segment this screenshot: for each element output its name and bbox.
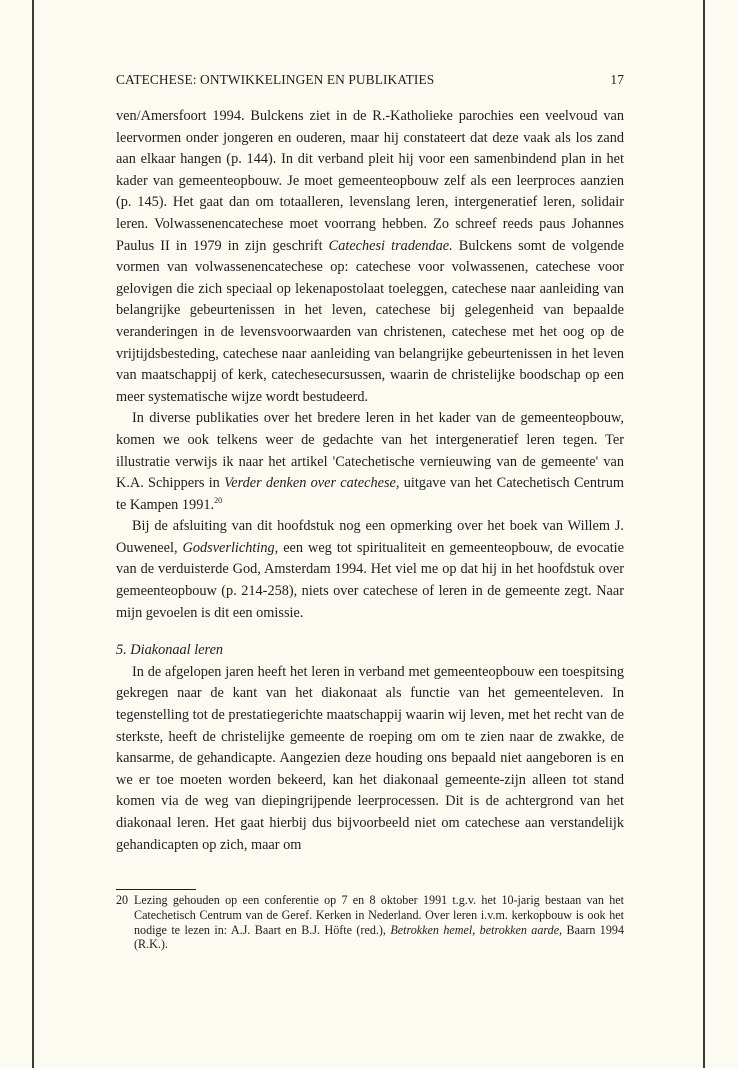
footnote-number: 20 (116, 893, 129, 907)
paragraph-4: In de afgelopen jaren heeft het leren in verband met gemeenteopbouw een toespitsing gekregen naar de kant van het diakonaat als functie van het gemeenteleven. In tegenstelling tot de prestatiegerichte maatschappij waarin wij leven, met het recht van de sterkste, heeft de christelijke gemeente de roeping om om te zien naar de zwakke, de kansarme, de gehandicapte. Aangezien deze houding ons bepaald niet aangeboren is en we er toe moeten worden bekeerd, kan het diakonaal gemeente-zijn alleen tot stand komen via de weg van diepingrijpende leerprocessen. Dit is de achtergrond van het diakonaal leren. Het gaat hierbij dus bijvoorbeeld niet om catechese aan verstandelijk gehandicapten op zich, maar om (116, 663, 624, 853)
paragraph-1: ven/Amersfoort 1994. Bulckens ziet in de R.-Katholieke parochies een veelvoud van leervormen onder jongeren en ouderen, maar hij constateert dat deze vaak als los zand aan elkaar hangen (p. 144). In dit verband pleit hij voor een samenbindend plan in het kader van gemeenteopbouw. Je moet gemeenteopbouw zelf als een leerproces aanzien (p. 145). Het gaat dan om totaalleren, levenslang leren, intergeneratief leren, solidair leren. Volwassenencatechese moet voorrang hebben. Zo schreef reeds paus Johannes Paulus II in 1979 in zijn geschrift Catechesi tradendae. Bulckens somt de volgende vormen van volwassenencatechese op: catechese voor volwassenen, catechese voor gelovigen die zich speciaal op lekenapostolaat toeleggen, catechese naar aanleiding van belangrijke gebeurtenissen in het leven, catechese bij gelegenheid van bepaalde veranderingen in de levensvoorwaarden van christenen, catechese met het oog op de vrijtijdsbesteding, catechese naar aanleiding van belangrijke gebeurtenissen in het leven van maatschappij of kerk, catechesecursussen, waarin de christelijke boodschap op een meer systematische wijze wordt bestudeerd. (116, 108, 625, 405)
footnote-divider (116, 889, 196, 890)
paragraph-2: In diverse publikaties over het bredere leren in het kader van de gemeenteopbouw, komen we ook telkens weer de gedachte van het intergeneratief leren tegen. Ter illustratie verwijs ik naar het artikel 'Catechetische vernieuwing van de gemeente' van K.A. Schippers in Verder denken over catechese, uitgave van het Catechetisch Centrum te Kampen 1991.20 (116, 410, 624, 513)
running-title: CATECHESE: ONTWIKKELINGEN EN PUBLIKATIES (116, 72, 435, 87)
book-title-godsverlichting: Godsverlichting, (182, 539, 279, 556)
footnote-book-title: Betrokken hemel, betrokken aarde, (390, 922, 563, 937)
footnote (116, 893, 624, 952)
running-header (116, 72, 624, 88)
footnote-text: Lezing gehouden op een conferentie op 7 en 8 oktober 1991 t.g.v. het 10-jarig bestaan van het Catechetisch Centrum van de Geref. Kerken in Nederland. Over leren i.v.m. kerkopbouw is ook het nodige te lezen in: A.J. Baart en B.J. Höfte (red.), Betrokken hemel, betrokken aarde, Baarn 1994 (R.K.). (134, 893, 624, 952)
page-edge-right (703, 0, 705, 1068)
book-title-verder-denken: Verder denken over catechese, (224, 475, 400, 492)
book-title-catechesi-tradendae: Catechesi tradendae. (328, 237, 453, 254)
paragraph-3: Bij de afsluiting van dit hoofdstuk nog een opmerking over het boek van Willem J. Ouweneel, Godsverlichting, een weg tot spiritualiteit en gemeenteopbouw, de evocatie van de verduisterde God, Amsterdam 1994. Het viel me op dat hij in het hoofdstuk over gemeenteopbouw (p. 214-258), niets over catechese of leren in de gemeente zegt. Naar mijn gevoelen is dit een omissie. (116, 518, 624, 621)
footnote-reference: 20 (214, 495, 223, 505)
page-number: 17 (610, 72, 624, 87)
section-heading: 5. Diakonaal leren (116, 642, 224, 659)
body-text (116, 106, 624, 856)
page-edge-left (32, 0, 34, 1068)
